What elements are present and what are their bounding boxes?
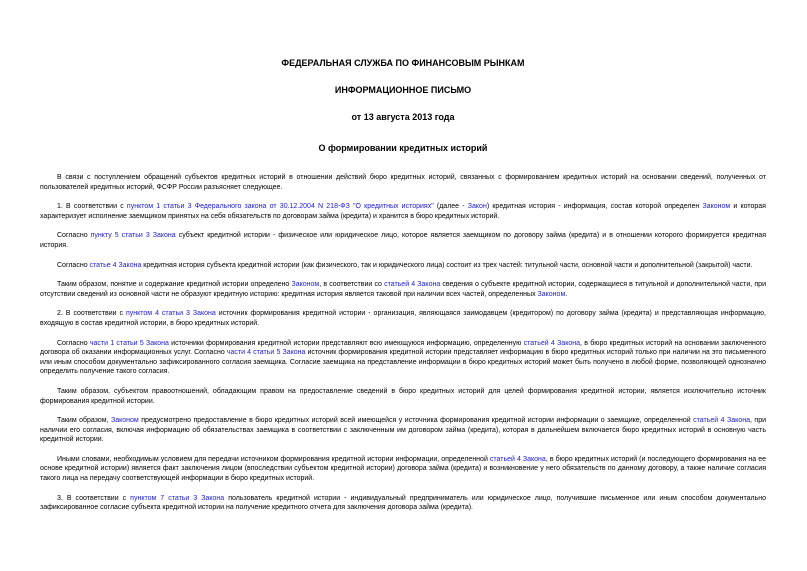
paragraph-text: Иными словами, необходимым условием для передачи источником формирования кредитной истории информации, определенной <box>57 455 490 463</box>
law-reference-link[interactable]: Законом <box>291 281 320 289</box>
paragraph <box>40 387 766 406</box>
paragraph-text: , при наличии его согласия, включая информацию об обязательствах заемщика в соответствии с заключенным им договором займа (кредита), которая в дальнейшем включается бюро кредитных историй в основную часть кредитной истории. <box>40 417 766 444</box>
paragraph-text: Таким образом, субъектом правоотношений, обладающим правом на предоставление сведений в бюро кредитных историй для целей формирования кредитной истории, является исключительно источник формирования кредитной истории. <box>40 387 766 405</box>
law-reference-link[interactable]: статьей 4 Закона <box>523 339 580 347</box>
paragraph-text: (далее - <box>433 203 468 211</box>
paragraph <box>40 455 766 484</box>
paragraph-text: 1. В соответствии с <box>57 203 127 211</box>
law-reference-link[interactable]: пунктом 1 статьи 3 Федерального закона от 30.12.2004 N 218-ФЗ "О кредитных историях" <box>126 203 434 211</box>
law-reference-link[interactable]: части 4 статьи 5 Закона <box>226 349 306 357</box>
paragraph <box>40 231 766 250</box>
law-reference-link[interactable]: статьей 4 Закона <box>384 281 441 289</box>
document-type-heading: ИНФОРМАЦИОННОЕ ПИСЬМО <box>334 85 472 95</box>
paragraph-text: , в соответствии со <box>319 281 385 289</box>
paragraph-text: субъект кредитной истории - физическое или юридическое лицо, которое является заемщиком по договору займа (кредита) и в отношении которого формируется кредитная история. <box>40 232 766 249</box>
paragraph-text: источники формирования кредитной истории представляют всю имеющуюся информацию, определенную <box>168 339 524 347</box>
law-reference-link[interactable]: пункту 5 статьи 3 Закона <box>90 232 176 240</box>
law-reference-link[interactable]: пунктом 4 статьи 3 Закона <box>125 310 216 318</box>
law-reference-link[interactable]: статье 4 Закона <box>89 261 142 269</box>
document-subject: О формировании кредитных историй <box>318 143 488 153</box>
paragraph-text: Таким образом, понятие и содержание кредитной истории определено <box>57 281 292 289</box>
paragraph-text: Согласно <box>57 339 90 347</box>
paragraph <box>40 494 766 513</box>
paragraph-text: Согласно <box>57 261 90 269</box>
paragraph <box>40 280 766 299</box>
law-reference-link[interactable]: Закон <box>467 203 487 211</box>
paragraph <box>40 261 766 271</box>
issuer-heading: ФЕДЕРАЛЬНАЯ СЛУЖБА ПО ФИНАНСОВЫМ РЫНКАМ <box>281 58 525 68</box>
law-reference-link[interactable]: Законом <box>702 203 731 211</box>
law-reference-link[interactable]: Законом <box>111 417 139 425</box>
paragraph-text: источник формирования кредитной истории представляет информацию в бюро кредитных историй только при наличии на это письменного или иным способом документально зафиксированного согласия заемщика. Согласие заемщика на представление информации в бюро кредитных историй может быть получено в любой форме, позволяющей однозначно определить получение такого согласия. <box>40 349 767 376</box>
paragraph <box>40 173 766 192</box>
law-reference-link[interactable]: статьей 4 Закона <box>693 417 750 425</box>
law-reference-link[interactable]: статьей 4 Закона <box>489 455 546 463</box>
paragraph <box>40 339 766 377</box>
paragraph-text: Согласно <box>57 232 91 240</box>
document-date: от 13 августа 2013 года <box>351 112 455 122</box>
paragraph <box>40 416 766 445</box>
paragraph-text: Таким образом, <box>57 417 112 425</box>
paragraph-text: ) кредитная история - информация, состав которой определен <box>486 203 703 211</box>
law-reference-link[interactable]: пунктом 7 статьи 3 Закона <box>130 494 225 502</box>
paragraph-text: . <box>565 290 568 298</box>
paragraph-text: и которая характеризует исполнение заемщиком принятых на себя обязательств по договорам займа (кредита) и хранится в бюро кредитных историй. <box>40 203 766 220</box>
paragraph-text: кредитная история субъекта кредитной истории (как физического, так и юридического лица) состоит из трех частей: титульной части, основной части и дополнительной (закрытой) части. <box>141 261 753 269</box>
law-reference-link[interactable]: части 1 статьи 5 Закона <box>89 339 169 347</box>
paragraph-text: сведения о субъекте кредитной истории, содержащиеся в титульной и дополнительной части, при отсутствии сведений из основной части не образуют кредитную историю: кредитная история является таковой при наличии всех частей, определенных <box>40 281 766 298</box>
paragraph <box>40 202 766 221</box>
paragraph-text: В связи с поступлением обращений субъектов кредитных историй в отношении действий бюро кредитных историй, связанных с формированием кредитных историй на основании сведений, полученных от пользователей кредитных историй, ФСФР России разъясняет следующее. <box>40 174 766 191</box>
paragraph-text: , в бюро кредитных историй (и последующего формирования на ее основе кредитной истории) является факт заключения лицом (впоследствии субъектом кредитной истории) договора займа (кредита) и возникновение у него обязательств по данному договору, а также наличие согласия такого лица на передачу соответствующей информации в бюро кредитных историй. <box>40 455 766 483</box>
law-reference-link[interactable]: Законом <box>537 290 566 298</box>
paragraph-text: предусмотрено предоставление в бюро кредитных историй всей имеющейся у источника формирования кредитной истории информации о заемщике, определенной <box>138 417 694 425</box>
document-body <box>40 173 766 513</box>
paragraph-text: 3. В соответствии с <box>57 494 131 502</box>
paragraph-text: 2. В соответствии с <box>57 310 126 318</box>
paragraph-text: пользователь кредитной истории - индивидуальный предприниматель или юридическое лицо, получившие письменное или иным способом документально зафиксированное согласие субъекта кредитной истории на получение кредитного отчета для заключения договора займа (кредита). <box>40 494 766 512</box>
paragraph-text: , в бюро кредитных историй на основании заключенного договора об оказании информационных услуг. Согласно <box>40 339 766 357</box>
paragraph <box>40 309 766 328</box>
paragraph-text: источник формирования кредитной истории - организация, являющаяся заимодавцем (кредитором) по договору займа (кредита) и представляющая информацию, входящую в состав кредитной истории, в бюро кредитных историй. <box>40 310 766 327</box>
